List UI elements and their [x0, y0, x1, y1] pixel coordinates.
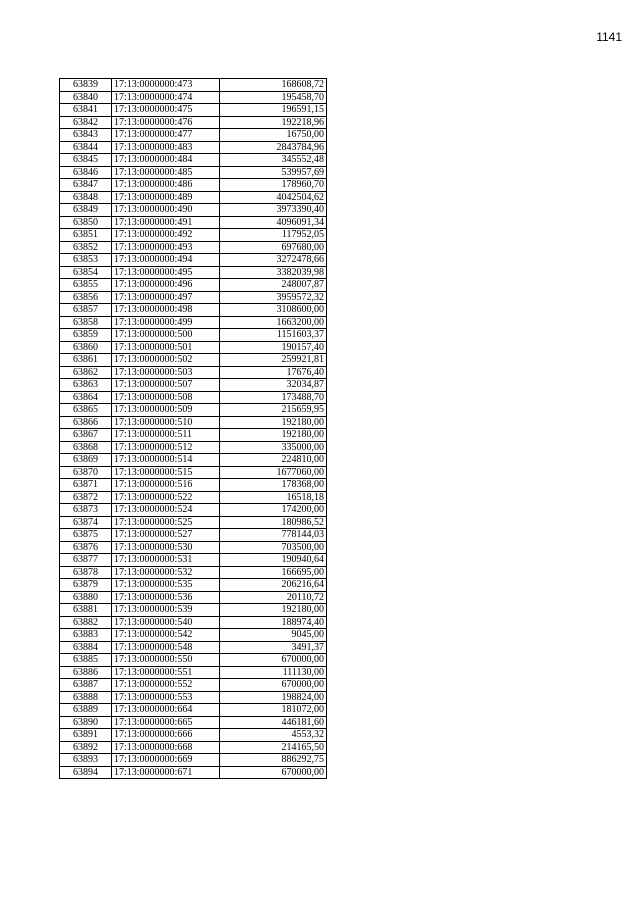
cadastral-value-cell: 1663200,00 [220, 316, 327, 329]
table-row [60, 529, 327, 542]
cadastral-value-cell: 259921,81 [220, 354, 327, 367]
row-number-cell: 63873 [60, 504, 112, 517]
row-number-cell: 63868 [60, 441, 112, 454]
cadastral-value-cell: 117952,05 [220, 229, 327, 242]
cadastral-value-cell: 190157,40 [220, 341, 327, 354]
table-row [60, 379, 327, 392]
cadastral-number-cell: 17:13:0000000:484 [112, 154, 220, 167]
row-number-cell: 63845 [60, 154, 112, 167]
cadastral-value-cell: 539957,69 [220, 166, 327, 179]
cadastral-value-cell: 168608,72 [220, 79, 327, 92]
table-row [60, 91, 327, 104]
table-row [60, 741, 327, 754]
cadastral-number-cell: 17:13:0000000:548 [112, 641, 220, 654]
cadastral-value-cell: 16750,00 [220, 129, 327, 142]
row-number-cell: 63870 [60, 466, 112, 479]
cadastral-number-cell: 17:13:0000000:475 [112, 104, 220, 117]
row-number-cell: 63862 [60, 366, 112, 379]
cadastral-value-cell: 20110,72 [220, 591, 327, 604]
row-number-cell: 63885 [60, 654, 112, 667]
cadastral-value-cell: 181072,00 [220, 704, 327, 717]
row-number-cell: 63871 [60, 479, 112, 492]
table-row [60, 479, 327, 492]
cadastral-value-cell: 190940,64 [220, 554, 327, 567]
cadastral-value-cell: 3959572,32 [220, 291, 327, 304]
cadastral-number-cell: 17:13:0000000:530 [112, 541, 220, 554]
table-row [60, 666, 327, 679]
row-number-cell: 63876 [60, 541, 112, 554]
cadastral-value-cell: 4553,32 [220, 729, 327, 742]
table-row [60, 591, 327, 604]
cadastral-number-cell: 17:13:0000000:535 [112, 579, 220, 592]
page-number: 1141 [596, 30, 622, 44]
cadastral-value-cell: 16518,18 [220, 491, 327, 504]
table-row [60, 129, 327, 142]
cadastral-value-cell: 2843784,96 [220, 141, 327, 154]
cadastral-number-cell: 17:13:0000000:553 [112, 691, 220, 704]
row-number-cell: 63856 [60, 291, 112, 304]
cadastral-number-cell: 17:13:0000000:511 [112, 429, 220, 442]
cadastral-value-cell: 174200,00 [220, 504, 327, 517]
row-number-cell: 63849 [60, 204, 112, 217]
cadastral-value-cell: 886292,75 [220, 754, 327, 767]
cadastral-number-cell: 17:13:0000000:476 [112, 116, 220, 129]
row-number-cell: 63840 [60, 91, 112, 104]
cadastral-value-cell: 1151603,37 [220, 329, 327, 342]
row-number-cell: 63877 [60, 554, 112, 567]
row-number-cell: 63858 [60, 316, 112, 329]
row-number-cell: 63884 [60, 641, 112, 654]
row-number-cell: 63875 [60, 529, 112, 542]
row-number-cell: 63889 [60, 704, 112, 717]
table-row [60, 191, 327, 204]
table-row [60, 366, 327, 379]
cadastral-number-cell: 17:13:0000000:539 [112, 604, 220, 617]
cadastral-number-cell: 17:13:0000000:525 [112, 516, 220, 529]
cadastral-value-cell: 32034,87 [220, 379, 327, 392]
cadastral-number-cell: 17:13:0000000:499 [112, 316, 220, 329]
cadastral-number-cell: 17:13:0000000:496 [112, 279, 220, 292]
table-row [60, 604, 327, 617]
cadastral-number-cell: 17:13:0000000:483 [112, 141, 220, 154]
table-row [60, 291, 327, 304]
table-row [60, 204, 327, 217]
cadastral-value-cell: 166695,00 [220, 566, 327, 579]
cadastral-number-cell: 17:13:0000000:489 [112, 191, 220, 204]
row-number-cell: 63841 [60, 104, 112, 117]
row-number-cell: 63874 [60, 516, 112, 529]
cadastral-value-cell: 111130,00 [220, 666, 327, 679]
cadastral-number-cell: 17:13:0000000:516 [112, 479, 220, 492]
cadastral-value-cell: 345552,48 [220, 154, 327, 167]
table-row [60, 466, 327, 479]
cadastral-number-cell: 17:13:0000000:500 [112, 329, 220, 342]
table-row [60, 691, 327, 704]
cadastral-value-cell: 198824,00 [220, 691, 327, 704]
cadastral-number-cell: 17:13:0000000:493 [112, 241, 220, 254]
cadastral-number-cell: 17:13:0000000:552 [112, 679, 220, 692]
table-row [60, 716, 327, 729]
row-number-cell: 63859 [60, 329, 112, 342]
row-number-cell: 63866 [60, 416, 112, 429]
table-row [60, 429, 327, 442]
cadastral-value-cell: 178368,00 [220, 479, 327, 492]
table-row [60, 454, 327, 467]
cadastral-value-cell: 670000,00 [220, 654, 327, 667]
cadastral-number-cell: 17:13:0000000:473 [112, 79, 220, 92]
row-number-cell: 63851 [60, 229, 112, 242]
cadastral-number-cell: 17:13:0000000:486 [112, 179, 220, 192]
table-row [60, 141, 327, 154]
cadastral-number-cell: 17:13:0000000:501 [112, 341, 220, 354]
cadastral-number-cell: 17:13:0000000:474 [112, 91, 220, 104]
table-row [60, 391, 327, 404]
cadastral-number-cell: 17:13:0000000:509 [112, 404, 220, 417]
table-row [60, 616, 327, 629]
cadastral-value-cell: 188974,40 [220, 616, 327, 629]
cadastral-value-cell: 196591,15 [220, 104, 327, 117]
table-row [60, 316, 327, 329]
table-row [60, 641, 327, 654]
cadastral-value-cell: 3272478,66 [220, 254, 327, 267]
table-row [60, 241, 327, 254]
cadastral-number-cell: 17:13:0000000:532 [112, 566, 220, 579]
row-number-cell: 63847 [60, 179, 112, 192]
cadastral-number-cell: 17:13:0000000:666 [112, 729, 220, 742]
table-row [60, 116, 327, 129]
cadastral-number-cell: 17:13:0000000:485 [112, 166, 220, 179]
cadastral-value-cell: 3108600,00 [220, 304, 327, 317]
row-number-cell: 63843 [60, 129, 112, 142]
row-number-cell: 63881 [60, 604, 112, 617]
row-number-cell: 63857 [60, 304, 112, 317]
row-number-cell: 63893 [60, 754, 112, 767]
cadastral-value-cell: 192218,96 [220, 116, 327, 129]
table-row [60, 154, 327, 167]
table-row [60, 229, 327, 242]
table-row [60, 554, 327, 567]
cadastral-number-cell: 17:13:0000000:551 [112, 666, 220, 679]
cadastral-number-cell: 17:13:0000000:524 [112, 504, 220, 517]
table-row [60, 441, 327, 454]
cadastral-value-cell: 670000,00 [220, 679, 327, 692]
cadastral-number-cell: 17:13:0000000:492 [112, 229, 220, 242]
table-row [60, 279, 327, 292]
cadastral-value-cell: 17676,40 [220, 366, 327, 379]
row-number-cell: 63879 [60, 579, 112, 592]
table-row [60, 104, 327, 117]
cadastral-value-cell: 4042504,62 [220, 191, 327, 204]
row-number-cell: 63888 [60, 691, 112, 704]
row-number-cell: 63867 [60, 429, 112, 442]
table-row [60, 166, 327, 179]
row-number-cell: 63863 [60, 379, 112, 392]
table-row [60, 304, 327, 317]
cadastral-value-cell: 195458,70 [220, 91, 327, 104]
cadastral-value-cell: 180986,52 [220, 516, 327, 529]
row-number-cell: 63887 [60, 679, 112, 692]
cadastral-value-cell: 3382039,98 [220, 266, 327, 279]
row-number-cell: 63878 [60, 566, 112, 579]
cadastral-number-cell: 17:13:0000000:522 [112, 491, 220, 504]
cadastral-value-cell: 703500,00 [220, 541, 327, 554]
row-number-cell: 63892 [60, 741, 112, 754]
row-number-cell: 63853 [60, 254, 112, 267]
cadastral-value-cell: 3491,37 [220, 641, 327, 654]
table-row [60, 754, 327, 767]
row-number-cell: 63872 [60, 491, 112, 504]
cadastral-value-cell: 9045,00 [220, 629, 327, 642]
table-body [60, 79, 327, 779]
row-number-cell: 63848 [60, 191, 112, 204]
row-number-cell: 63891 [60, 729, 112, 742]
row-number-cell: 63890 [60, 716, 112, 729]
table-row [60, 179, 327, 192]
cadastral-number-cell: 17:13:0000000:507 [112, 379, 220, 392]
cadastral-number-cell: 17:13:0000000:491 [112, 216, 220, 229]
cadastral-value-cell: 192180,00 [220, 416, 327, 429]
table-row [60, 266, 327, 279]
cadastral-number-cell: 17:13:0000000:498 [112, 304, 220, 317]
row-number-cell: 63882 [60, 616, 112, 629]
table-row [60, 516, 327, 529]
cadastral-number-cell: 17:13:0000000:515 [112, 466, 220, 479]
table-row [60, 704, 327, 717]
table-row [60, 254, 327, 267]
cadastral-number-cell: 17:13:0000000:503 [112, 366, 220, 379]
cadastral-number-cell: 17:13:0000000:531 [112, 554, 220, 567]
cadastral-number-cell: 17:13:0000000:527 [112, 529, 220, 542]
row-number-cell: 63864 [60, 391, 112, 404]
table-row [60, 579, 327, 592]
row-number-cell: 63886 [60, 666, 112, 679]
cadastral-number-cell: 17:13:0000000:502 [112, 354, 220, 367]
cadastral-number-cell: 17:13:0000000:477 [112, 129, 220, 142]
cadastral-number-cell: 17:13:0000000:540 [112, 616, 220, 629]
cadastral-number-cell: 17:13:0000000:508 [112, 391, 220, 404]
table-row [60, 679, 327, 692]
cadastral-value-cell: 446181,60 [220, 716, 327, 729]
cadastral-value-cell: 224810,00 [220, 454, 327, 467]
cadastral-number-cell: 17:13:0000000:514 [112, 454, 220, 467]
row-number-cell: 63852 [60, 241, 112, 254]
row-number-cell: 63880 [60, 591, 112, 604]
cadastral-value-cell: 192180,00 [220, 429, 327, 442]
row-number-cell: 63842 [60, 116, 112, 129]
cadastral-number-cell: 17:13:0000000:494 [112, 254, 220, 267]
row-number-cell: 63865 [60, 404, 112, 417]
cadastral-value-cell: 778144,03 [220, 529, 327, 542]
cadastral-number-cell: 17:13:0000000:490 [112, 204, 220, 217]
cadastral-value-cell: 1677060,00 [220, 466, 327, 479]
cadastral-number-cell: 17:13:0000000:510 [112, 416, 220, 429]
row-number-cell: 63839 [60, 79, 112, 92]
table-row [60, 404, 327, 417]
table-row [60, 504, 327, 517]
table-row [60, 541, 327, 554]
cadastral-value-cell: 248007,87 [220, 279, 327, 292]
cadastral-value-cell: 3973390,40 [220, 204, 327, 217]
cadastral-value-cell: 215659,95 [220, 404, 327, 417]
cadastral-number-cell: 17:13:0000000:495 [112, 266, 220, 279]
row-number-cell: 63869 [60, 454, 112, 467]
cadastral-number-cell: 17:13:0000000:536 [112, 591, 220, 604]
cadastral-number-cell: 17:13:0000000:665 [112, 716, 220, 729]
row-number-cell: 63844 [60, 141, 112, 154]
cadastral-value-cell: 192180,00 [220, 604, 327, 617]
row-number-cell: 63860 [60, 341, 112, 354]
table-row [60, 416, 327, 429]
cadastral-value-cell: 697680,00 [220, 241, 327, 254]
table-row [60, 654, 327, 667]
table-row [60, 566, 327, 579]
row-number-cell: 63854 [60, 266, 112, 279]
cadastral-number-cell: 17:13:0000000:542 [112, 629, 220, 642]
row-number-cell: 63883 [60, 629, 112, 642]
cadastral-value-cell: 335000,00 [220, 441, 327, 454]
cadastral-number-cell: 17:13:0000000:671 [112, 766, 220, 779]
table-row [60, 216, 327, 229]
table-row [60, 329, 327, 342]
cadastral-number-cell: 17:13:0000000:497 [112, 291, 220, 304]
cadastral-value-cell: 206216,64 [220, 579, 327, 592]
table-row [60, 766, 327, 779]
row-number-cell: 63861 [60, 354, 112, 367]
cadastral-value-cell: 214165,50 [220, 741, 327, 754]
table-row [60, 491, 327, 504]
table-row [60, 629, 327, 642]
cadastral-number-cell: 17:13:0000000:550 [112, 654, 220, 667]
table-row [60, 729, 327, 742]
table-row [60, 354, 327, 367]
cadastral-value-table [59, 78, 327, 779]
cadastral-value-cell: 670000,00 [220, 766, 327, 779]
row-number-cell: 63894 [60, 766, 112, 779]
row-number-cell: 63850 [60, 216, 112, 229]
cadastral-value-cell: 178960,70 [220, 179, 327, 192]
table-row [60, 79, 327, 92]
cadastral-value-cell: 173488,70 [220, 391, 327, 404]
cadastral-value-cell: 4096091,34 [220, 216, 327, 229]
cadastral-number-cell: 17:13:0000000:669 [112, 754, 220, 767]
cadastral-number-cell: 17:13:0000000:664 [112, 704, 220, 717]
cadastral-number-cell: 17:13:0000000:668 [112, 741, 220, 754]
table-row [60, 341, 327, 354]
row-number-cell: 63855 [60, 279, 112, 292]
row-number-cell: 63846 [60, 166, 112, 179]
cadastral-number-cell: 17:13:0000000:512 [112, 441, 220, 454]
